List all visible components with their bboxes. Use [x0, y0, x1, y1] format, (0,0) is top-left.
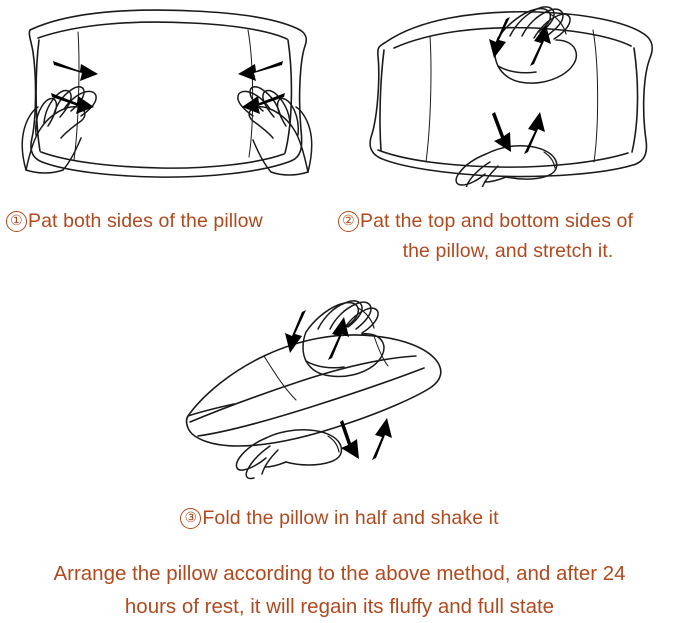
caption-step-1 [6, 206, 336, 236]
step-number-3: ③ [180, 508, 201, 529]
step-number-2: ② [338, 211, 359, 232]
caption-step-3-text: Fold the pillow in half and shake it [202, 507, 499, 529]
caption-step-1-text: Pat both sides of the pillow [28, 210, 263, 232]
caption-step-2 [338, 206, 678, 266]
footer-line-1: Arrange the pillow according to the above method, and after 24 [53, 562, 626, 585]
illustration-step-1 [8, 2, 330, 187]
step-number-1: ① [6, 211, 27, 232]
caption-step-3 [0, 503, 679, 533]
caption-step-2-line1: Pat the top and bottom sides of [360, 210, 634, 232]
illustration-step-3 [178, 296, 500, 488]
footer-line-2: hours of rest, it will regain its fluffy and full state [124, 595, 555, 618]
caption-step-2-line2: the pillow, and stretch it. [402, 240, 614, 262]
illustration-step-2 [348, 2, 670, 187]
footer-note [0, 557, 679, 623]
